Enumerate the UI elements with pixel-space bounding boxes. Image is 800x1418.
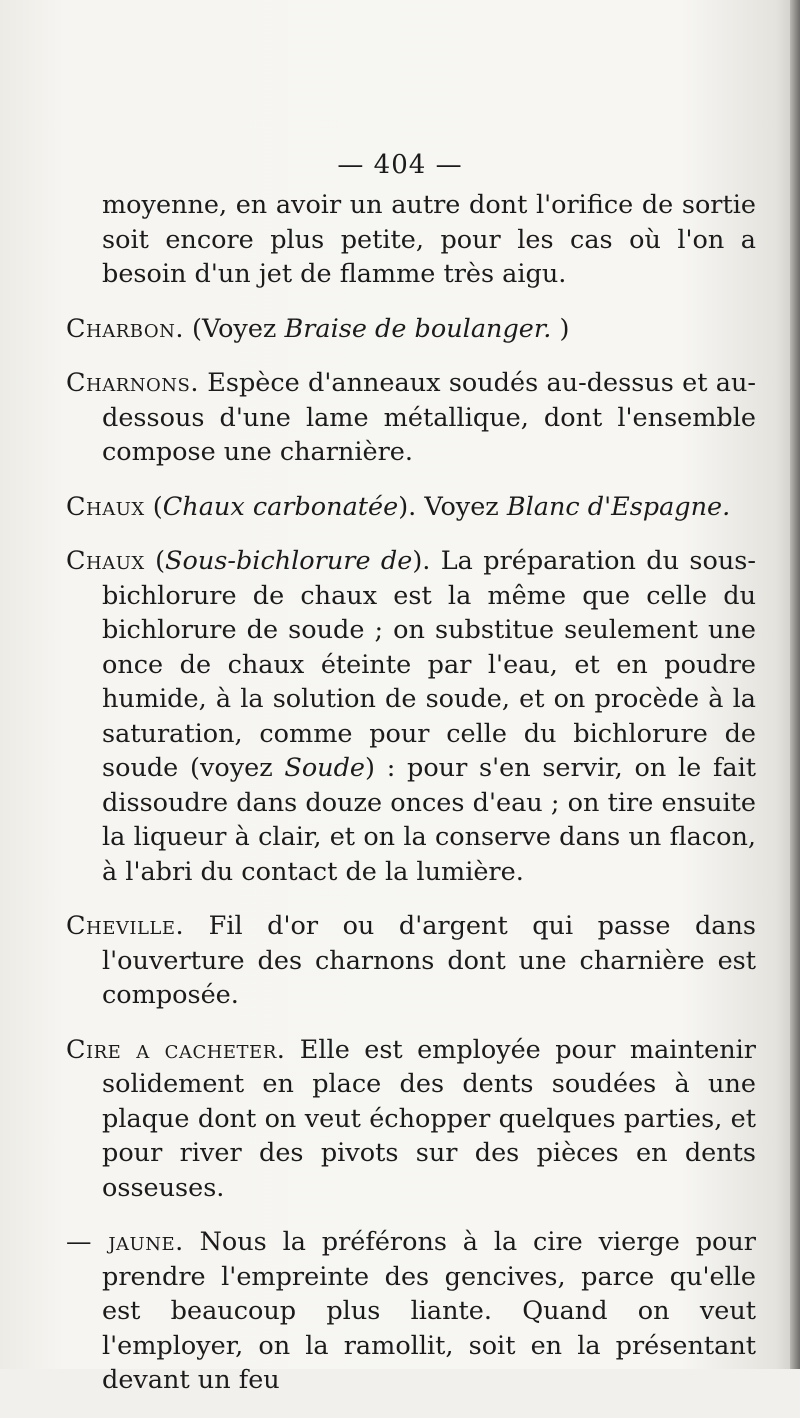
cross-reference: Blanc d'Espagne. [506,491,731,522]
entry-term: Charbon. [66,313,184,344]
entry-text: Nous la préférons à la cire vierge pour prendre l'empreinte des gencives, parce qu'elle est beaucoup plus liante. Quand on veut l'employer, on la ramollit, soit en la présentant devant un feu [102,1227,756,1395]
cross-reference: Braise de boulanger. [284,313,552,344]
entry-text: Fil d'or ou d'argent qui passe dans l'ouverture des charnons dont une charnière est composée. [102,911,756,1010]
entry-term: Chaux [66,546,145,576]
entry-qualifier: Sous-bichlorure de [165,546,413,576]
entry-chaux-sous-bichlorure [66,544,756,889]
entry-text: ). Voyez [398,491,507,522]
entry-text: (Voyez [183,313,285,344]
entry-intro [66,188,756,292]
page-edge [790,0,800,1369]
entry-qualifier: Chaux carbonatée [162,491,399,522]
entry-cire-a-cacheter [66,1033,756,1206]
entry-text: Elle est employée pour maintenir solidement en place des dents soudées à une plaque dont on veut échopper quelques parties, et pour river des pivots sur des pièces en dents osseuses. [102,1034,756,1203]
entry-text: ) : pour s'en servir, on le fait dissoudre dans douze onces d'eau ; on tire ensuite la liqueur à clair, et on la conserve dans un flacon, à l'abri du contact de la lumière. [102,753,756,887]
entry-chaux-carbonatee [66,490,756,525]
cross-reference: Soude [284,753,366,783]
entry-text: ). La préparation du sous-bichlorure de chaux est la même que celle du bichlorure de soude ; on substitue seulement une once de chaux éteinte par l'eau, et en poudre humide, à la solution de soude, et on procède à la saturation, comme pour celle du bichlorure de soude (voyez [102,546,756,783]
page-number: — 404 — [337,150,463,180]
entry-text: ( [144,491,163,522]
entry-term: Cire a cacheter. [66,1034,286,1065]
entry-text: ( [144,546,166,576]
entry-cheville [66,909,756,1013]
entry-intro-text: moyenne, en avoir un autre dont l'orifice de sortie soit encore plus petite, pour les cas où l'on a besoin d'un jet de flamme très aigu. [102,190,756,289]
entry-charbon [66,312,756,347]
entry-charnons [66,366,756,470]
entry-text: ) [551,313,570,344]
entry-term: — jaune. [66,1227,184,1257]
entry-term: Chaux [66,491,145,522]
entry-text: Espèce d'anneaux soudés au-dessus et au-dessous d'une lame métallique, dont l'ensemble compose une charnière. [102,368,756,467]
entry-cire-jaune [66,1225,756,1398]
page-body [66,188,756,1418]
entry-term: Cheville. [66,911,185,941]
entry-term: Charnons. [66,368,199,398]
